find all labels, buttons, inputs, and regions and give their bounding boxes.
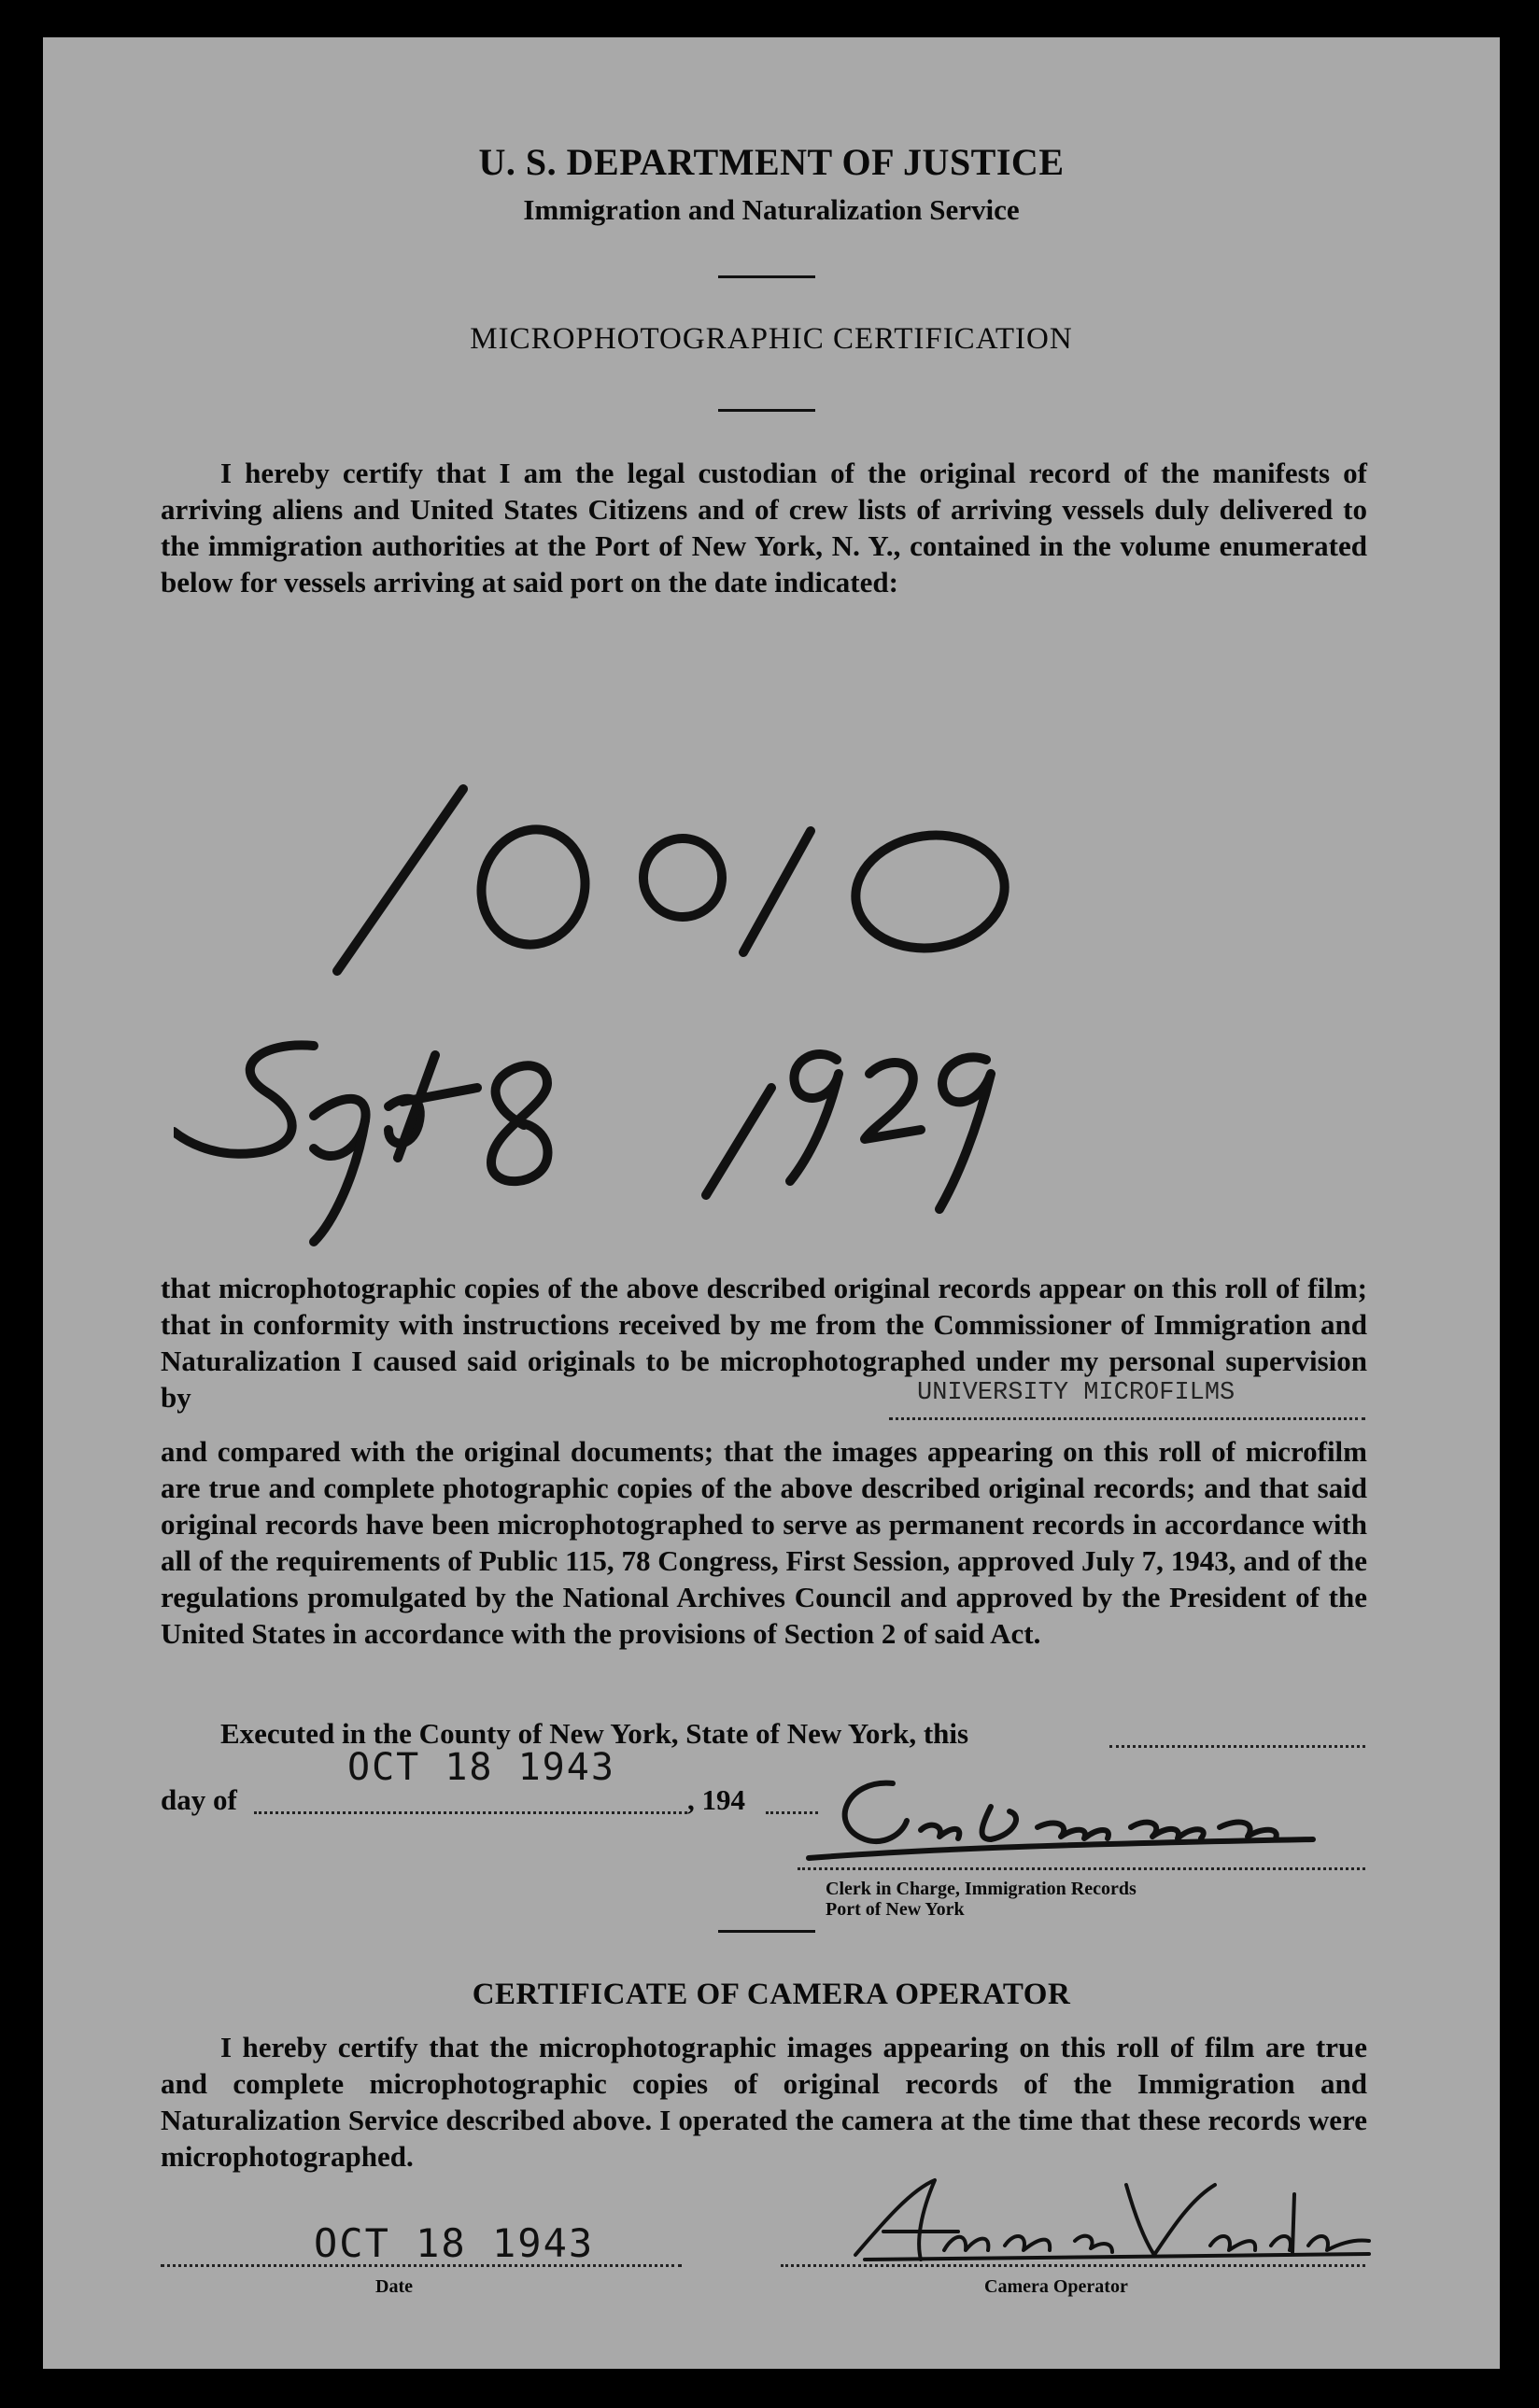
divider	[718, 409, 815, 412]
photographer-typed: UNIVERSITY MICROFILMS	[917, 1379, 1235, 1407]
certification-intro: I hereby certify that I am the legal custodian of the original record of the manifests of arriving aliens and United States Citizens and of crew lists of arriving vessels duly delivered to the immigration authorities at the Port of New York, N. Y., contained in the volume enumerated below for vessels arriving at said port on the date indicated:	[161, 457, 1367, 598]
operator-date-stamp: OCT 18 1943	[314, 2220, 595, 2266]
camera-operator-title: CERTIFICATE OF CAMERA OPERATOR	[472, 1978, 1071, 2011]
camera-operator-text: I hereby certify that the microphotographic images appearing on this roll of film are true and complete microphotographic copies of original records of the Immigration and Naturalization Service described above. I operated the camera at the time that these records were microphotographed.	[161, 2031, 1367, 2173]
clerk-signature	[790, 1769, 1369, 1872]
handwritten-date	[174, 1018, 1248, 1298]
certification-body-part1: that microphotographic copies of the above described original records appear on this roll of film; that in conformity with instructions received by me from the Commissioner of Immigration and Naturalization I caused said originals to be microphotographed under my personal supervision by	[161, 1272, 1367, 1414]
clerk-title	[826, 1879, 1137, 1920]
divider	[718, 1930, 815, 1933]
execution-date-stamp: OCT 18 1943	[347, 1746, 615, 1789]
clerk-title-line1: Clerk in Charge, Immigration Records	[826, 1879, 1137, 1899]
clerk-signature-line	[798, 1867, 1365, 1870]
photographer-dotted-line	[889, 1417, 1365, 1420]
executed-line: Executed in the County of New York, State of New York, this	[220, 1717, 969, 1750]
certification-body-part2: and compared with the original documents; that the images appearing on this roll of microfilm are true and complete photographic copies of the above described original records; and that said original records have been microphotographed to serve as permanent records in accordance with all of the requirements of Public 115, 78 Congress, First Session, approved July 7, 1943, and of the regulations promulgated by the National Archives Council and approved by the President of the United States in accordance with the provisions of Section 2 of said Act.	[161, 1435, 1367, 1650]
clerk-title-line2: Port of New York	[826, 1899, 965, 1920]
certificate-sheet	[43, 37, 1500, 2369]
certification-title: MICROPHOTOGRAPHIC CERTIFICATION	[470, 322, 1073, 356]
divider	[718, 275, 815, 278]
year-prefix: , 194	[687, 1783, 745, 1816]
operator-signature-line	[781, 2264, 1365, 2267]
day-dotted-line	[254, 1811, 687, 1814]
camera-operator-signature	[846, 2166, 1378, 2274]
department-heading: U. S. DEPARTMENT OF JUSTICE	[478, 141, 1065, 183]
day-of-label: day of	[161, 1783, 237, 1816]
date-label: Date	[375, 2276, 413, 2297]
service-subheading: Immigration and Naturalization Service	[523, 193, 1020, 226]
executed-dotted-line	[1109, 1745, 1365, 1748]
camera-operator-label: Camera Operator	[984, 2276, 1128, 2297]
